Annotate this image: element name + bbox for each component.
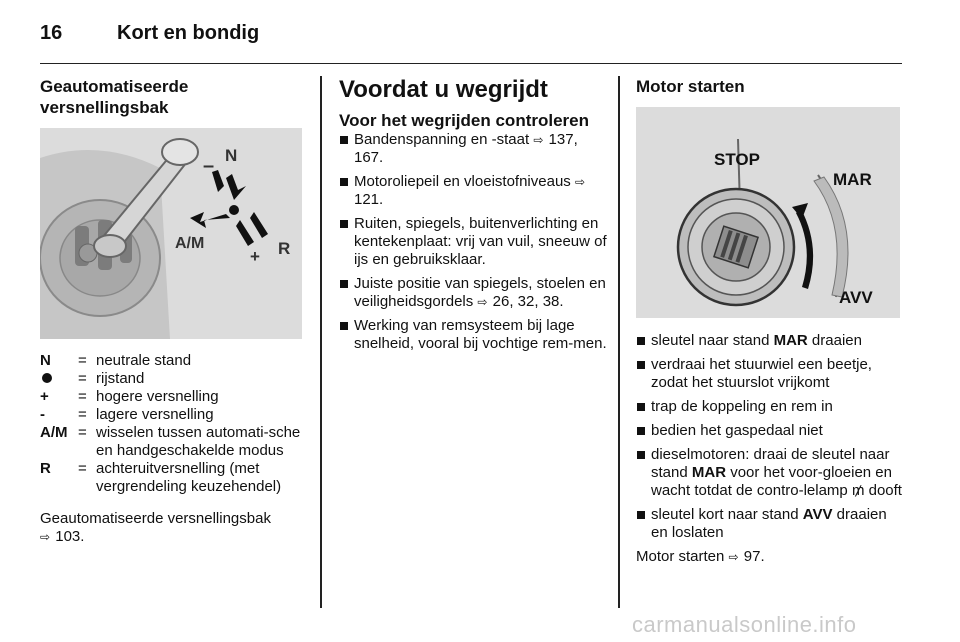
section-heading-before-driving: Voordat u wegrijdt bbox=[339, 76, 548, 103]
ignition-label-avv: AVV bbox=[839, 288, 873, 307]
gearbox-crossref: Geautomatiseerde versnellingsbak ⇨ 103. bbox=[40, 510, 271, 545]
list-item: Werking van remsysteem bij lage snelheid, vooral bij vochtige rem-men. bbox=[339, 317, 607, 353]
legend-row: + = hogere versnelling bbox=[40, 388, 219, 405]
list-item: dieselmotoren: draai de sleutel naar stand MAR voor het voor-gloeien en wacht totdat de contro-lelamp ₥ dooft bbox=[636, 446, 902, 500]
gate-label-n: N bbox=[225, 146, 238, 165]
page-ref-icon: ⇨ bbox=[574, 175, 586, 189]
page-ref-link[interactable]: 103. bbox=[55, 528, 85, 545]
right-column bbox=[636, 76, 902, 566]
section-heading-start-engine: Motor starten bbox=[636, 77, 745, 96]
page-ref-link[interactable]: 97. bbox=[743, 548, 765, 565]
list-item: Motoroliepeil en vloeistofniveaus ⇨ 121. bbox=[339, 173, 607, 209]
gate-label-am: A/M bbox=[175, 235, 205, 252]
legend-row: - = lagere versnelling bbox=[40, 406, 214, 423]
legend-row: N = neutrale stand bbox=[40, 352, 192, 369]
drive-dot-icon bbox=[42, 373, 52, 383]
subheading-checks: Voor het wegrijden controleren bbox=[339, 111, 589, 130]
page-number: 16 bbox=[40, 22, 63, 44]
list-item: Juiste positie van spiegels, stoelen en veiligheidsgordels ⇨ 26, 32, 38. bbox=[339, 275, 607, 311]
section-heading-gearbox: Geautomatiseerde versnellingsbak bbox=[40, 77, 189, 117]
page-ref-icon: ⇨ bbox=[728, 550, 739, 564]
list-item: trap de koppeling en rem in bbox=[636, 398, 902, 416]
middle-column bbox=[339, 76, 607, 359]
legend-row: = rijstand bbox=[40, 370, 302, 388]
start-steps bbox=[636, 332, 902, 542]
list-item: Bandenspanning en -staat ⇨ 137, 167. bbox=[339, 131, 607, 167]
page-ref-icon: ⇨ bbox=[40, 530, 51, 544]
watermark: carmanualsonline.info bbox=[632, 612, 857, 637]
ignition-label-mar: MAR bbox=[833, 170, 872, 189]
column-divider-1 bbox=[320, 76, 322, 608]
page-ref-link[interactable]: 137, 167. bbox=[354, 131, 578, 166]
gear-legend bbox=[40, 352, 302, 496]
column-divider-2 bbox=[618, 76, 620, 608]
gate-label-minus: – bbox=[203, 155, 215, 177]
legend-row: R = achteruitversnelling (met vergrendeling keuzehendel) bbox=[40, 460, 282, 495]
start-engine-crossref: Motor starten ⇨ 97. bbox=[636, 548, 765, 565]
gear-selector-figure bbox=[40, 128, 302, 339]
list-item: verdraai het stuurwiel een beetje, zodat het stuurslot vrijkomt bbox=[636, 356, 902, 392]
page-header bbox=[40, 18, 902, 64]
chapter-title: Kort en bondig bbox=[117, 22, 260, 44]
gate-label-plus: + bbox=[250, 247, 260, 266]
gear-selector-illustration bbox=[40, 128, 302, 339]
list-item: sleutel naar stand MAR draaien bbox=[636, 332, 902, 350]
page-ref-link[interactable]: 121. bbox=[354, 191, 384, 208]
list-item: sleutel kort naar stand AVV draaien en loslaten bbox=[636, 506, 902, 542]
page-ref-icon: ⇨ bbox=[477, 295, 488, 309]
page-ref-link[interactable]: 26, 32, 38. bbox=[492, 293, 564, 310]
ignition-illustration bbox=[636, 107, 900, 318]
list-item: Ruiten, spiegels, buitenverlichting en kentekenplaat: vrij van vuil, sneeuw of ijs en gebruiksklaar. bbox=[339, 215, 607, 269]
page-ref-icon: ⇨ bbox=[533, 133, 544, 147]
left-column bbox=[40, 76, 302, 546]
legend-row: A/M = wisselen tussen automati-sche en handgeschakelde modus bbox=[40, 424, 301, 459]
gate-label-r: R bbox=[278, 239, 291, 258]
list-item: bedien het gaspedaal niet bbox=[636, 422, 902, 440]
ignition-figure bbox=[636, 107, 900, 318]
ignition-label-stop: STOP bbox=[714, 150, 760, 169]
checklist bbox=[339, 131, 607, 353]
